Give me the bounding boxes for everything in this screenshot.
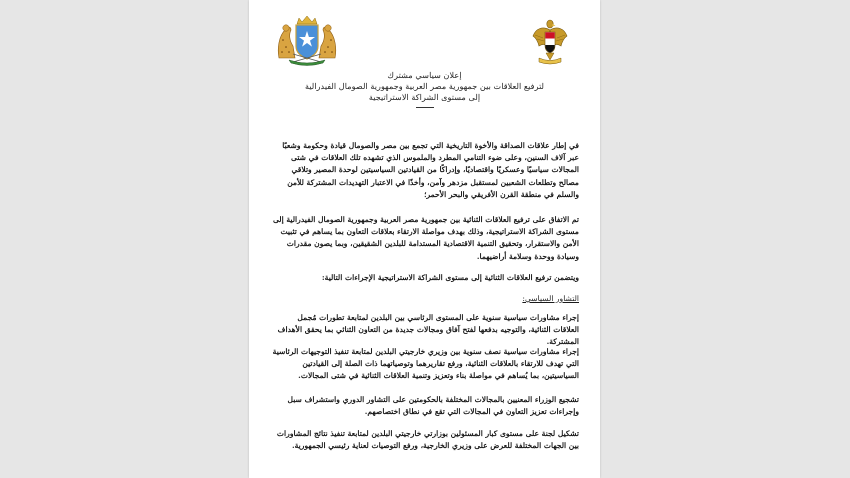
- includes-statement: ويتضمن ترفيع العلاقات الثنائية إلى مستوى الشراكة الاستراتيجية الإجراءات التالية:: [321, 273, 579, 282]
- consultation-item-4: تشكيل لجنة على مستوى كبار المسئولين بوزارتي خارجيتي البلدين لمتابعة تنفيذ نتائج المشاورات بين الجهات المختلفة للعرض على وزيري الخارجية، ورفع التوصيات لعناية رئيسي الجمهورية.: [276, 429, 579, 451]
- title-divider: [416, 107, 434, 108]
- title-line-1: إعلان سياسي مشترك: [387, 70, 462, 80]
- consultation-item-3: تشجيع الوزراء المعنيين بالمجالات المختلفة بالحكومتين على التشاور الدوري واستشراف سبل وإجراءات تعزيز التعاون في المجالات التي تقع في نطاق اختصاصهم.: [287, 395, 579, 417]
- consultation-item-1: إجراء مشاورات سياسية سنوية على المستوى الرئاسي بين البلدين لمتابعة تطورات مُجمل العلاقات الثنائية، والتوجيه بدفعها لفتح آفاق ومجالات جديدة من التعاون الثنائي بما يحقق الأهداف المشتركة.: [277, 313, 579, 347]
- section-heading-political-consultation: التشاور السياسي:: [522, 294, 579, 303]
- title-line-3: إلى مستوى الشراكة الاستراتيجية: [368, 92, 481, 102]
- document-page: [249, 0, 600, 478]
- title-line-2: لترفيع العلاقات بين جمهورية مصر العربية وجمهورية الصومال الفيدرالية: [304, 81, 545, 91]
- declaration-title: [269, 70, 580, 108]
- agreement-paragraph: تم الاتفاق على ترفيع العلاقات الثنائية بين جمهورية مصر العربية وجمهورية الصومال الفيدرالية إلى مستوى الشراكة الاستراتيجية، وذلك بهدف مواصلة الارتقاء بعلاقات التعاون بما يساهم في تثبيت الأمن والاستقرار، وتحقيق التنمية الاقتصادية المستدامة للبلدين الشقيقين، وبما يصون مقدرات وسيادة ووحدة وسلامة أراضيهما.: [272, 215, 579, 261]
- consultation-item-2: إجراء مشاورات سياسية نصف سنوية بين وزيري خارجيتي البلدين لمتابعة تنفيذ التوجيهات الرئاسية التي تهدف للارتقاء بالعلاقات الثنائية، ورفع تقاريرهما وتوصياتهما ذات الصلة إلى القيادتين السياسيتين، بما يُساهم في مواصلة بناء وتعزيز وتنمية العلاقات الثنائية في شتى المجالات.: [272, 347, 579, 381]
- egypt-eagle-emblem-icon: [531, 16, 569, 66]
- somalia-coat-of-arms-icon: [273, 14, 341, 66]
- intro-paragraph: في إطار علاقات الصداقة والأخوة التاريخية التي تجمع بين مصر والصومال قيادة وحكومة وشعبًا عبر آلاف السنين، وعلى ضوء التنامي المطرد والملموس الذي تشهده تلك العلاقات في شتى المجالات سياسيًا وعسكريًا واقتصاديًا، وإدراكًا من القيادتين السياسيتين لوحدة المصير وتلاقي مصالح وتطلعات الشعبين لمستقبل مزدهر وآمن، وأخذًا في الاعتبار التهديدات المشتركة للأمن والسلم في منطقة القرن الأفريقي والبحر الأحمر؛: [282, 141, 579, 199]
